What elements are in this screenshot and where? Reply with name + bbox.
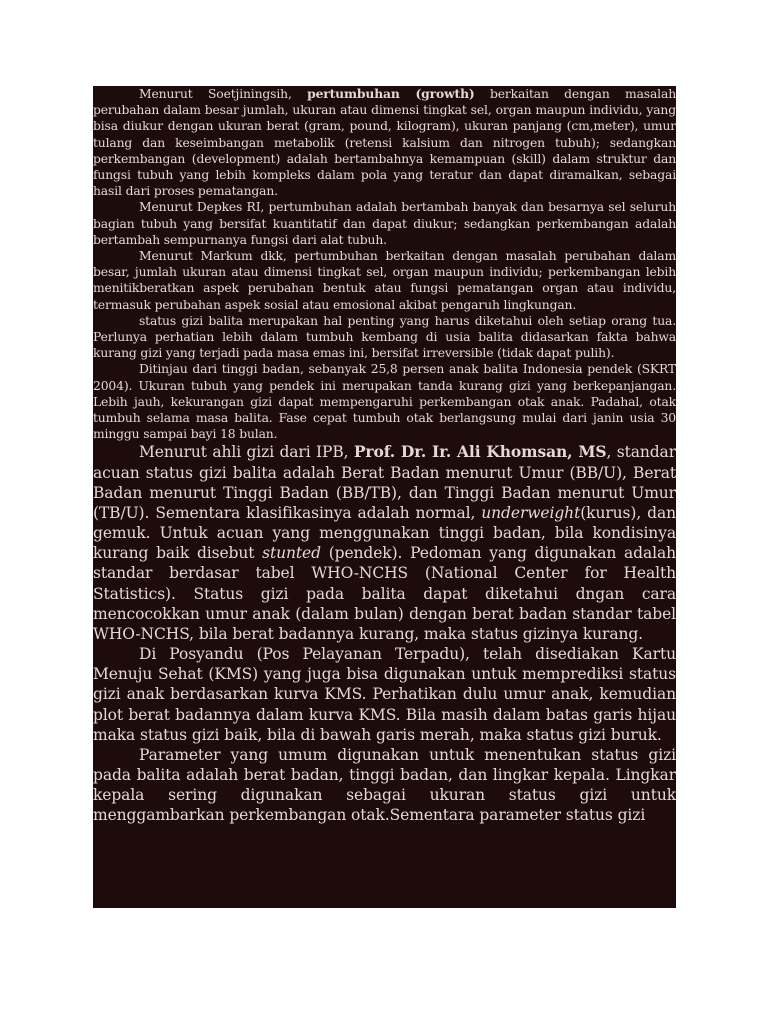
text-segment: berkaitan dengan masalah perubahan dalam besar jumlah, ukuran atau dimensi tingkat sel, organ maupun individu, yang bisa diukur dengan ukuran berat (gram, pound, kilogram), ukuran panjang (cm,meter), umur tulang dan keseimbangan metabolik (retensi kalsium dan nitrogen tubuh); sedangkan perkembangan (development) adalah bertambahnya kemampuan (skill) dalam struktur dan fungsi tubuh yang lebih kompleks dalam pola yang teratur dan dapat diramalkan, sebagai hasil dari proses pematangan. xyxy=(93,87,676,199)
paragraph-depkes xyxy=(93,199,676,248)
paragraph-posyandu xyxy=(93,644,676,745)
document-page xyxy=(93,86,676,908)
text-segment: status gizi balita merupakan hal penting yang harus diketahui oleh setiap orang tua. Perlunya perhatian lebih dalam tumbuh kembang di usia balita didasarkan fakta bahwa kurang gizi yang terjadi pada masa emas ini, bersifat irreversible (tidak dapat pulih). xyxy=(93,313,676,361)
bold-term-growth: pertumbuhan (growth) xyxy=(307,86,475,101)
italic-term-underweight: underweight xyxy=(481,503,581,522)
text-segment: (pendek). Pedoman yang digunakan adalah standar berdasar tabel WHO-NCHS (National Center for Health Statistics). Status gizi pada balita dapat diketahui dngan cara mencocokkan umur anak (dalam bulan) dengan berat badan standar tabel WHO-NCHS, bila berat badannya kurang, maka status gizinya kurang. xyxy=(93,544,676,643)
text-segment: Menurut Markum dkk, pertumbuhan berkaitan dengan masalah perubahan dalam besar, jumlah ukuran atau dimensi tingkat sel, organ maupun individu; perkembangan lebih menitikberatkan aspek perubahan bentuk atau fungsi pematangan organ atau individu, termasuk perubahan aspek sosial atau emosional akibat pengaruh lingkungan. xyxy=(93,249,676,312)
bold-author-name: Prof. Dr. Ir. Ali Khomsan, MS xyxy=(353,442,607,462)
text-segment: Parameter yang umum digunakan untuk menentukan status gizi pada balita adalah berat badan, tinggi badan, dan lingkar kepala. Lingkar kepala sering digunakan sebagai ukuran status gizi untuk menggambarkan perkembangan otak.Sementara parameter status gizi xyxy=(93,745,676,825)
italic-term-stunted: stunted xyxy=(262,544,321,563)
paragraph-ahli-gizi-ipb xyxy=(93,442,676,644)
paragraph-parameter xyxy=(93,745,676,826)
text-segment: (kurus), dan gemuk. Untuk acuan yang menggunakan tinggi badan, bila kondisinya kurang baik disebut xyxy=(93,503,676,563)
paragraph-status-gizi xyxy=(93,313,676,362)
text-segment: Menurut Depkes RI, pertumbuhan adalah bertambah banyak dan besarnya sel seluruh bagian tubuh yang bersifat kuantitatif dan dapat diukur; sedangkan perkembangan adalah bertambah sempurnanya fungsi dari alat tubuh. xyxy=(93,200,676,247)
text-segment: Di Posyandu (Pos Pelayanan Terpadu), telah disediakan Kartu Menuju Sehat (KMS) yang juga bisa digunakan untuk memprediksi status gizi anak berdasarkan kurva KMS. Perhatikan dulu umur anak, kemudian plot berat badannya dalam kurva KMS. Bila masih dalam batas garis hijau maka status gizi baik, bila di bawah garis merah, maka status gizi buruk. xyxy=(93,645,676,744)
text-segment: Ditinjau dari tinggi badan, sebanyak 25,8 persen anak balita Indonesia pendek (SKRT 2004). Ukuran tubuh yang pendek ini merupakan tanda kurang gizi yang berkepanjangan. Lebih jauh, kekurangan gizi dapat mempengaruhi perkembangan otak anak. Padahal, otak tumbuh selama masa balita. Fase cepat tumbuh otak berlangsung mulai dari janin usia 30 minggu sampai bayi 18 bulan. xyxy=(93,362,676,442)
text-segment: Menurut Soetjiningsih, xyxy=(139,87,308,101)
paragraph-soetjiningsih xyxy=(93,86,676,199)
paragraph-tinggi-badan xyxy=(93,361,676,442)
text-segment: , standar acuan status gizi balita adalah Berat Badan menurut Umur (BB/U), Berat Badan menurut Tinggi Badan (BB/TB), dan Tinggi Badan menurut Umur (TB/U). Sementara klasifikasinya adalah normal, xyxy=(93,443,676,522)
text-segment: Menurut ahli gizi dari IPB, xyxy=(139,443,354,462)
paragraph-markum xyxy=(93,248,676,313)
